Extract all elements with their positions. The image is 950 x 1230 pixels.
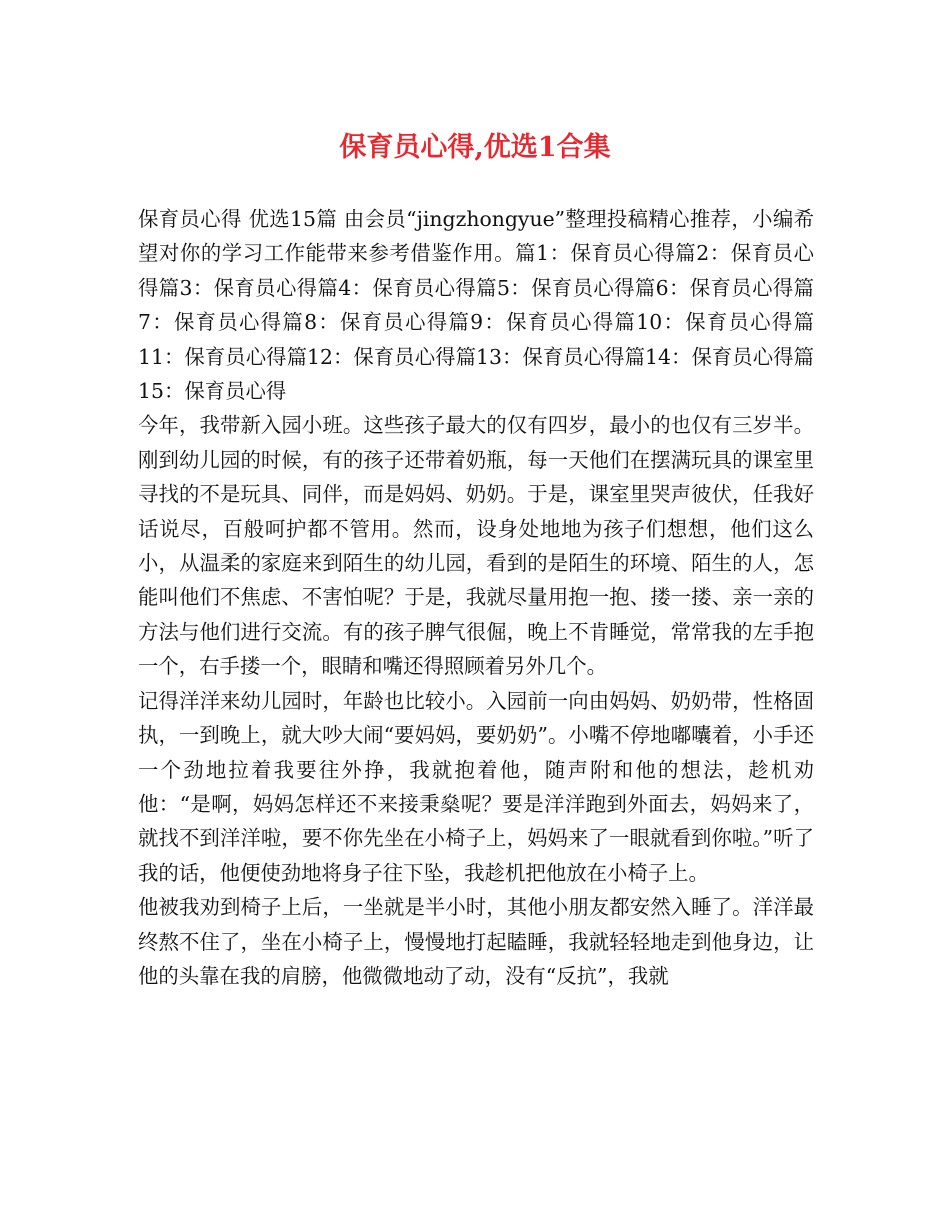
paragraph-new-class: 今年，我带新入园小班。这些孩子最大的仅有四岁，最小的也仅有三岁半。刚到幼儿园的时候，有的孩子还带着奶瓶，每一天他们在摆满玩具的课室里寻找的不是玩具、同伴，而是妈妈、奶奶。于是，课室里哭声彼伏，任我好话说尽，百般呵护都不管用。然而，设身处地地为孩子们想想，他们这么小，从温柔的家庭来到陌生的幼儿园，看到的是陌生的环境、陌生的人，怎能叫他们不焦虑、不害怕呢？于是，我就尽量用抱一抱、搂一搂、亲一亲的方法与他们进行交流。有的孩子脾气很倔，晚上不肯睡觉，常常我的左手抱一个，右手搂一个，眼睛和嘴还得照顾着另外几个。 bbox=[138, 413, 814, 679]
document-body bbox=[138, 202, 814, 993]
paragraph-yangyang: 记得洋洋来幼儿园时，年龄也比较小。入园前一向由妈妈、奶奶带，性格固执，一到晚上，就大吵大闹“要妈妈，要奶奶”。小嘴不停地嘟囔着，小手还一个劲地拉着我要往外挣，我就抱着他，随声附和他的想法，趁机劝他：“是啊，妈妈怎样还不来接秉燊呢？要是洋洋跑到外面去，妈妈来了，就找不到洋洋啦，要不你先坐在小椅子上，妈妈来了一眼就看到你啦。”听了我的话，他便使劲地将身子往下坠，我趁机把他放在小椅子上。 bbox=[138, 688, 814, 885]
paragraph-nap: 他被我劝到椅子上后，一坐就是半小时，其他小朋友都安然入睡了。洋洋最终熬不住了，坐在小椅子上，慢慢地打起瞌睡，我就轻轻地走到他身边，让他的头靠在我的肩膀，他微微地动了动，没有“反抗”，我就 bbox=[138, 895, 814, 988]
document-title: 保育员心得,优选1合集 bbox=[339, 132, 611, 163]
paragraph-intro: 保育员心得 优选15篇 由会员“jingzhongyue”整理投稿精心推荐，小编希望对你的学习工作能带来参考借鉴作用。篇1：保育员心得篇2：保育员心得篇3：保育员心得篇4：保育员心得篇5：保育员心得篇6：保育员心得篇7：保育员心得篇8：保育员心得篇9：保育员心得篇10：保育员心得篇11：保育员心得篇12：保育员心得篇13：保育员心得篇14：保育员心得篇15：保育员心得 bbox=[138, 207, 814, 404]
